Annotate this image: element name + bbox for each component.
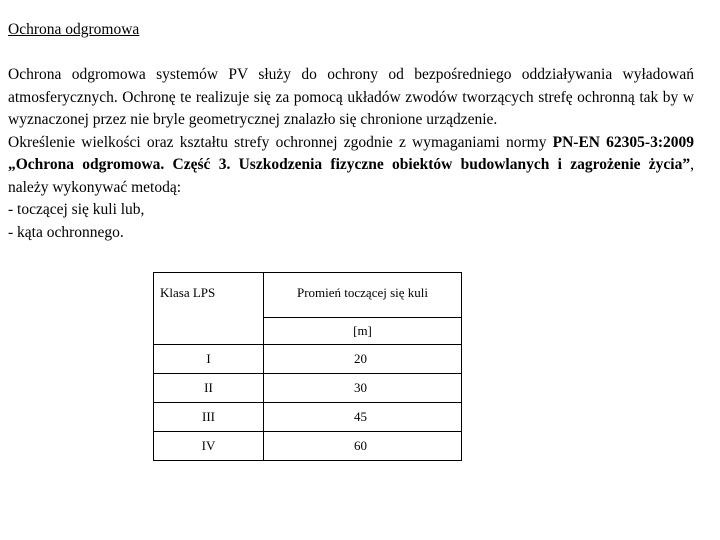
cell-radius: 45 — [264, 403, 462, 432]
body-text — [8, 64, 694, 244]
cell-radius: 60 — [264, 432, 462, 461]
method-item-2: - kąta ochronnego. — [8, 223, 124, 241]
cell-lps-class: II — [154, 374, 264, 403]
cell-lps-class: IV — [154, 432, 264, 461]
cell-lps-class: III — [154, 403, 264, 432]
table-row — [154, 345, 462, 374]
lps-radius-table — [153, 272, 462, 461]
method-item-1: - toczącej się kuli lub, — [8, 201, 145, 218]
table-header-row — [154, 273, 462, 318]
standard-reference: PN-EN 62305-3:2009 „Ochrona odgromowa. Część 3. Uszkodzenia fizyczne obiektów budowlanych i zagrożenie życia” — [8, 133, 694, 173]
cell-radius: 30 — [264, 374, 462, 403]
header-lps-class: Klasa LPS — [154, 273, 264, 345]
cell-lps-class: I — [154, 345, 264, 374]
table-row — [154, 432, 462, 461]
header-sphere-radius: Promień toczącej się kuli — [264, 273, 462, 318]
section-heading: Ochrona odgromowa — [8, 21, 140, 38]
paragraph-standard-start: Określenie wielkości oraz kształtu strefy ochronnej zgodnie z wymaganiami normy — [8, 133, 553, 151]
paragraph-standard — [8, 132, 694, 200]
table-row — [154, 403, 462, 432]
paragraph-standard-end: , należy wykonywać metodą: — [8, 156, 694, 196]
paragraph-intro: Ochrona odgromowa systemów PV służy do ochrony od bezpośredniego oddziaływania wyładowań atmosferycznych. Ochronę te realizuje się za pomocą układów zwodów tworzących strefę ochronną tak by w wyznaczonej przez nie bryle geometrycznej znalazło się chronione urządzenie. — [8, 66, 694, 128]
header-unit: [m] — [264, 318, 462, 345]
cell-radius: 20 — [264, 345, 462, 374]
table-row — [154, 374, 462, 403]
